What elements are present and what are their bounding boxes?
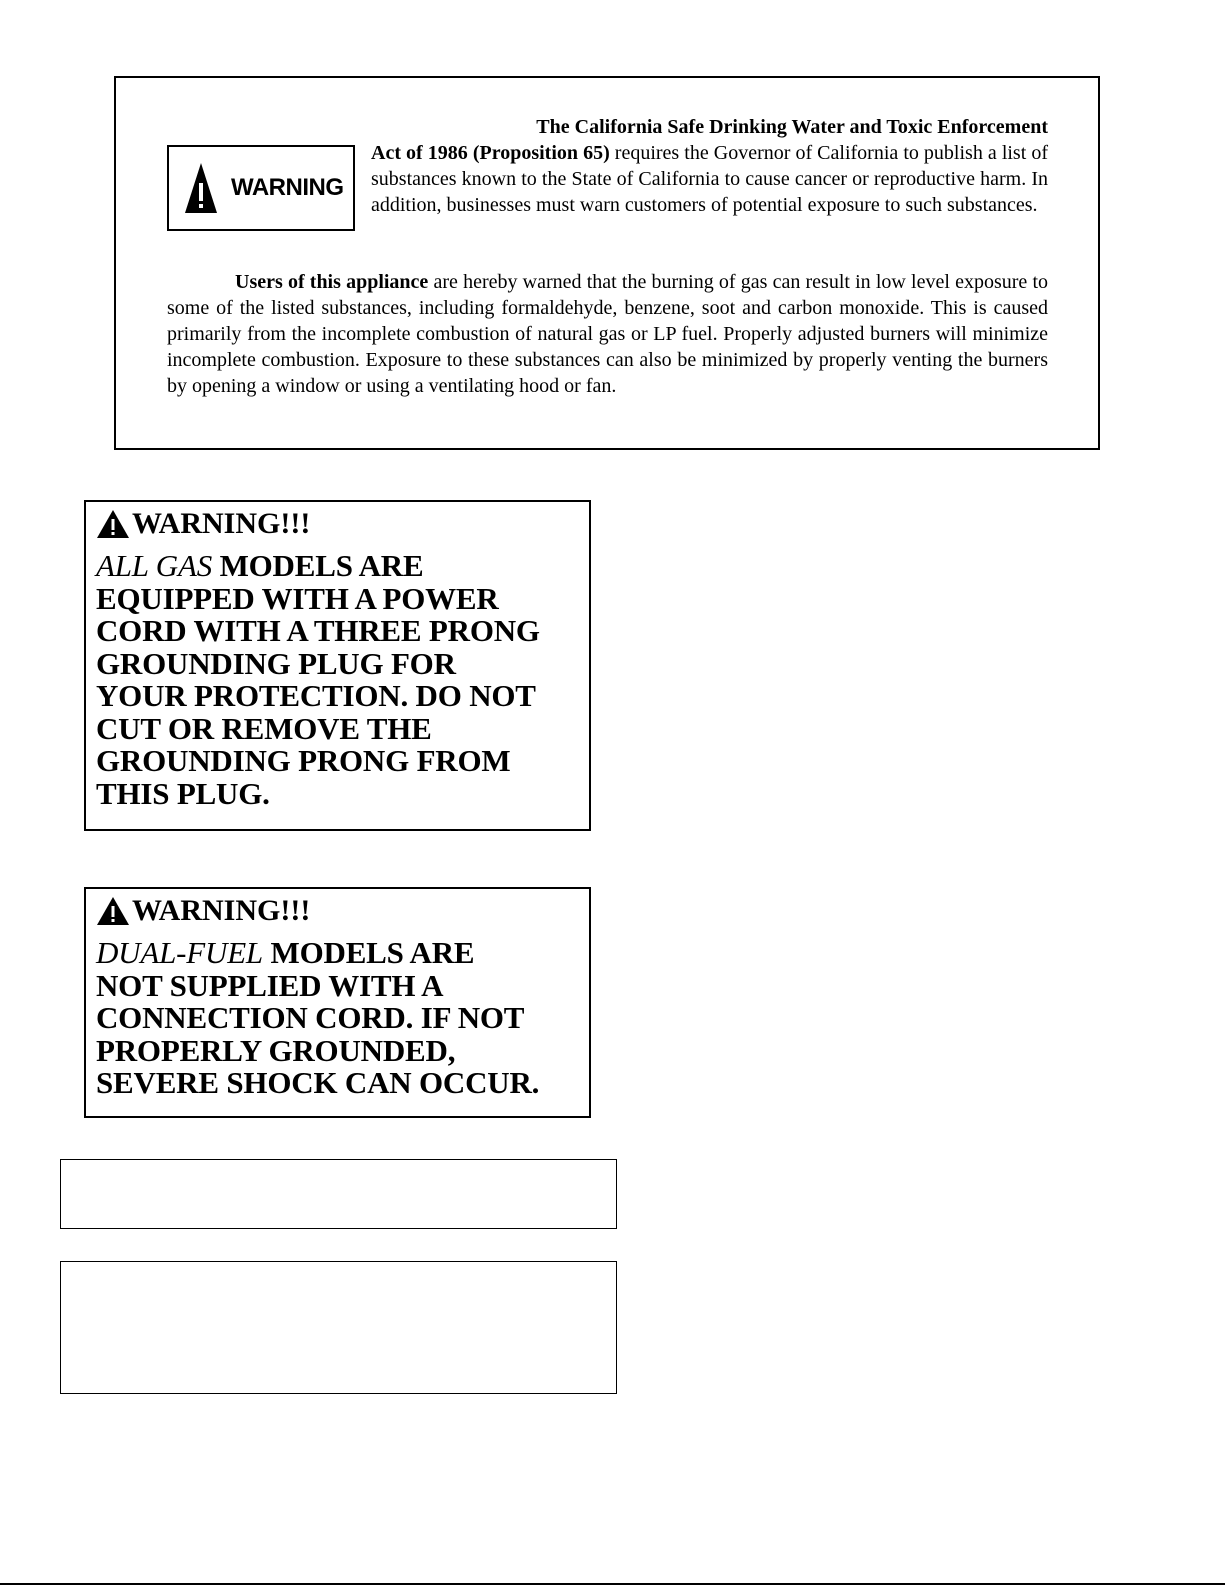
warning-badge — [167, 145, 355, 231]
warning-line: PROPERLY GROUNDED, — [96, 1032, 456, 1068]
prop65-warning-box — [114, 76, 1100, 450]
prop65-paragraph-2 — [167, 269, 1048, 399]
warning-line: YOUR PROTECTION. DO NOT — [96, 678, 536, 713]
warning-line: CONNECTION CORD. IF NOT — [96, 1000, 525, 1035]
warning-line-text: MODELS ARE — [212, 548, 424, 583]
warning-triangle-icon — [96, 896, 130, 926]
prop65-users-lead: Users of this appliance — [235, 271, 429, 293]
prop65-p2-text: are hereby warned that the burning of gas can result in low level exposure to some of the listed substances, including formaldehyde, benzene, soot and carbon monoxide. This is caused primarily from the incomplete combustion of natural gas or LP fuel. Properly adjusted burners will minimize incomplete combustion. Exposure to these substances can also be minimized by properly venting the burners by opening a window or using a ventilating hood or fan. — [167, 271, 1048, 397]
dual-fuel-warning-text — [96, 937, 579, 1100]
warning-triangle-icon — [183, 161, 219, 215]
warning-line — [96, 937, 579, 970]
prop65-paragraph-1 — [371, 114, 1048, 218]
dual-fuel-warning-box — [84, 887, 591, 1118]
warning-line: THIS PLUG. — [96, 775, 270, 811]
warning-line: GROUNDING PLUG FOR — [96, 645, 456, 681]
warning-line-text: MODELS ARE — [262, 935, 475, 970]
warning-line: GROUNDING PRONG FROM — [96, 743, 511, 778]
warning-line: NOT SUPPLIED WITH A — [96, 967, 444, 1003]
warning-line: SEVERE SHOCK CAN OCCUR. — [96, 1065, 540, 1100]
warning-heading-text: WARNING!!! — [132, 507, 311, 540]
empty-box — [60, 1261, 617, 1394]
warning-line: EQUIPPED WITH A POWER — [96, 580, 499, 616]
prop65-p1-text: requires the Governor of California to publish a list of substances known to the State of California to cause cancer or reproductive harm. In addition, businesses must warn customers of potential exposure to such substances. — [371, 142, 1048, 216]
warning-line: CORD WITH A THREE PRONG — [96, 613, 540, 648]
empty-box — [60, 1159, 617, 1229]
warning-triangle-icon — [96, 509, 130, 539]
warning-heading — [96, 506, 579, 542]
warning-badge-label: WARNING — [231, 174, 344, 201]
gas-models-warning-text — [96, 550, 579, 810]
warning-heading-text: WARNING!!! — [132, 894, 311, 927]
warning-line — [96, 550, 579, 583]
warning-heading — [96, 893, 579, 929]
prop65-lead: The California Safe Drinking Water and Toxic Enforcement — [536, 116, 1048, 138]
warning-italic-lead: ALL GAS — [96, 548, 213, 583]
prop65-act-name: Act of 1986 (Proposition 65) — [371, 142, 610, 164]
warning-italic-lead: DUAL-FUEL — [96, 935, 263, 970]
warning-line: CUT OR REMOVE THE — [96, 710, 432, 746]
gas-models-warning-box — [84, 500, 591, 831]
